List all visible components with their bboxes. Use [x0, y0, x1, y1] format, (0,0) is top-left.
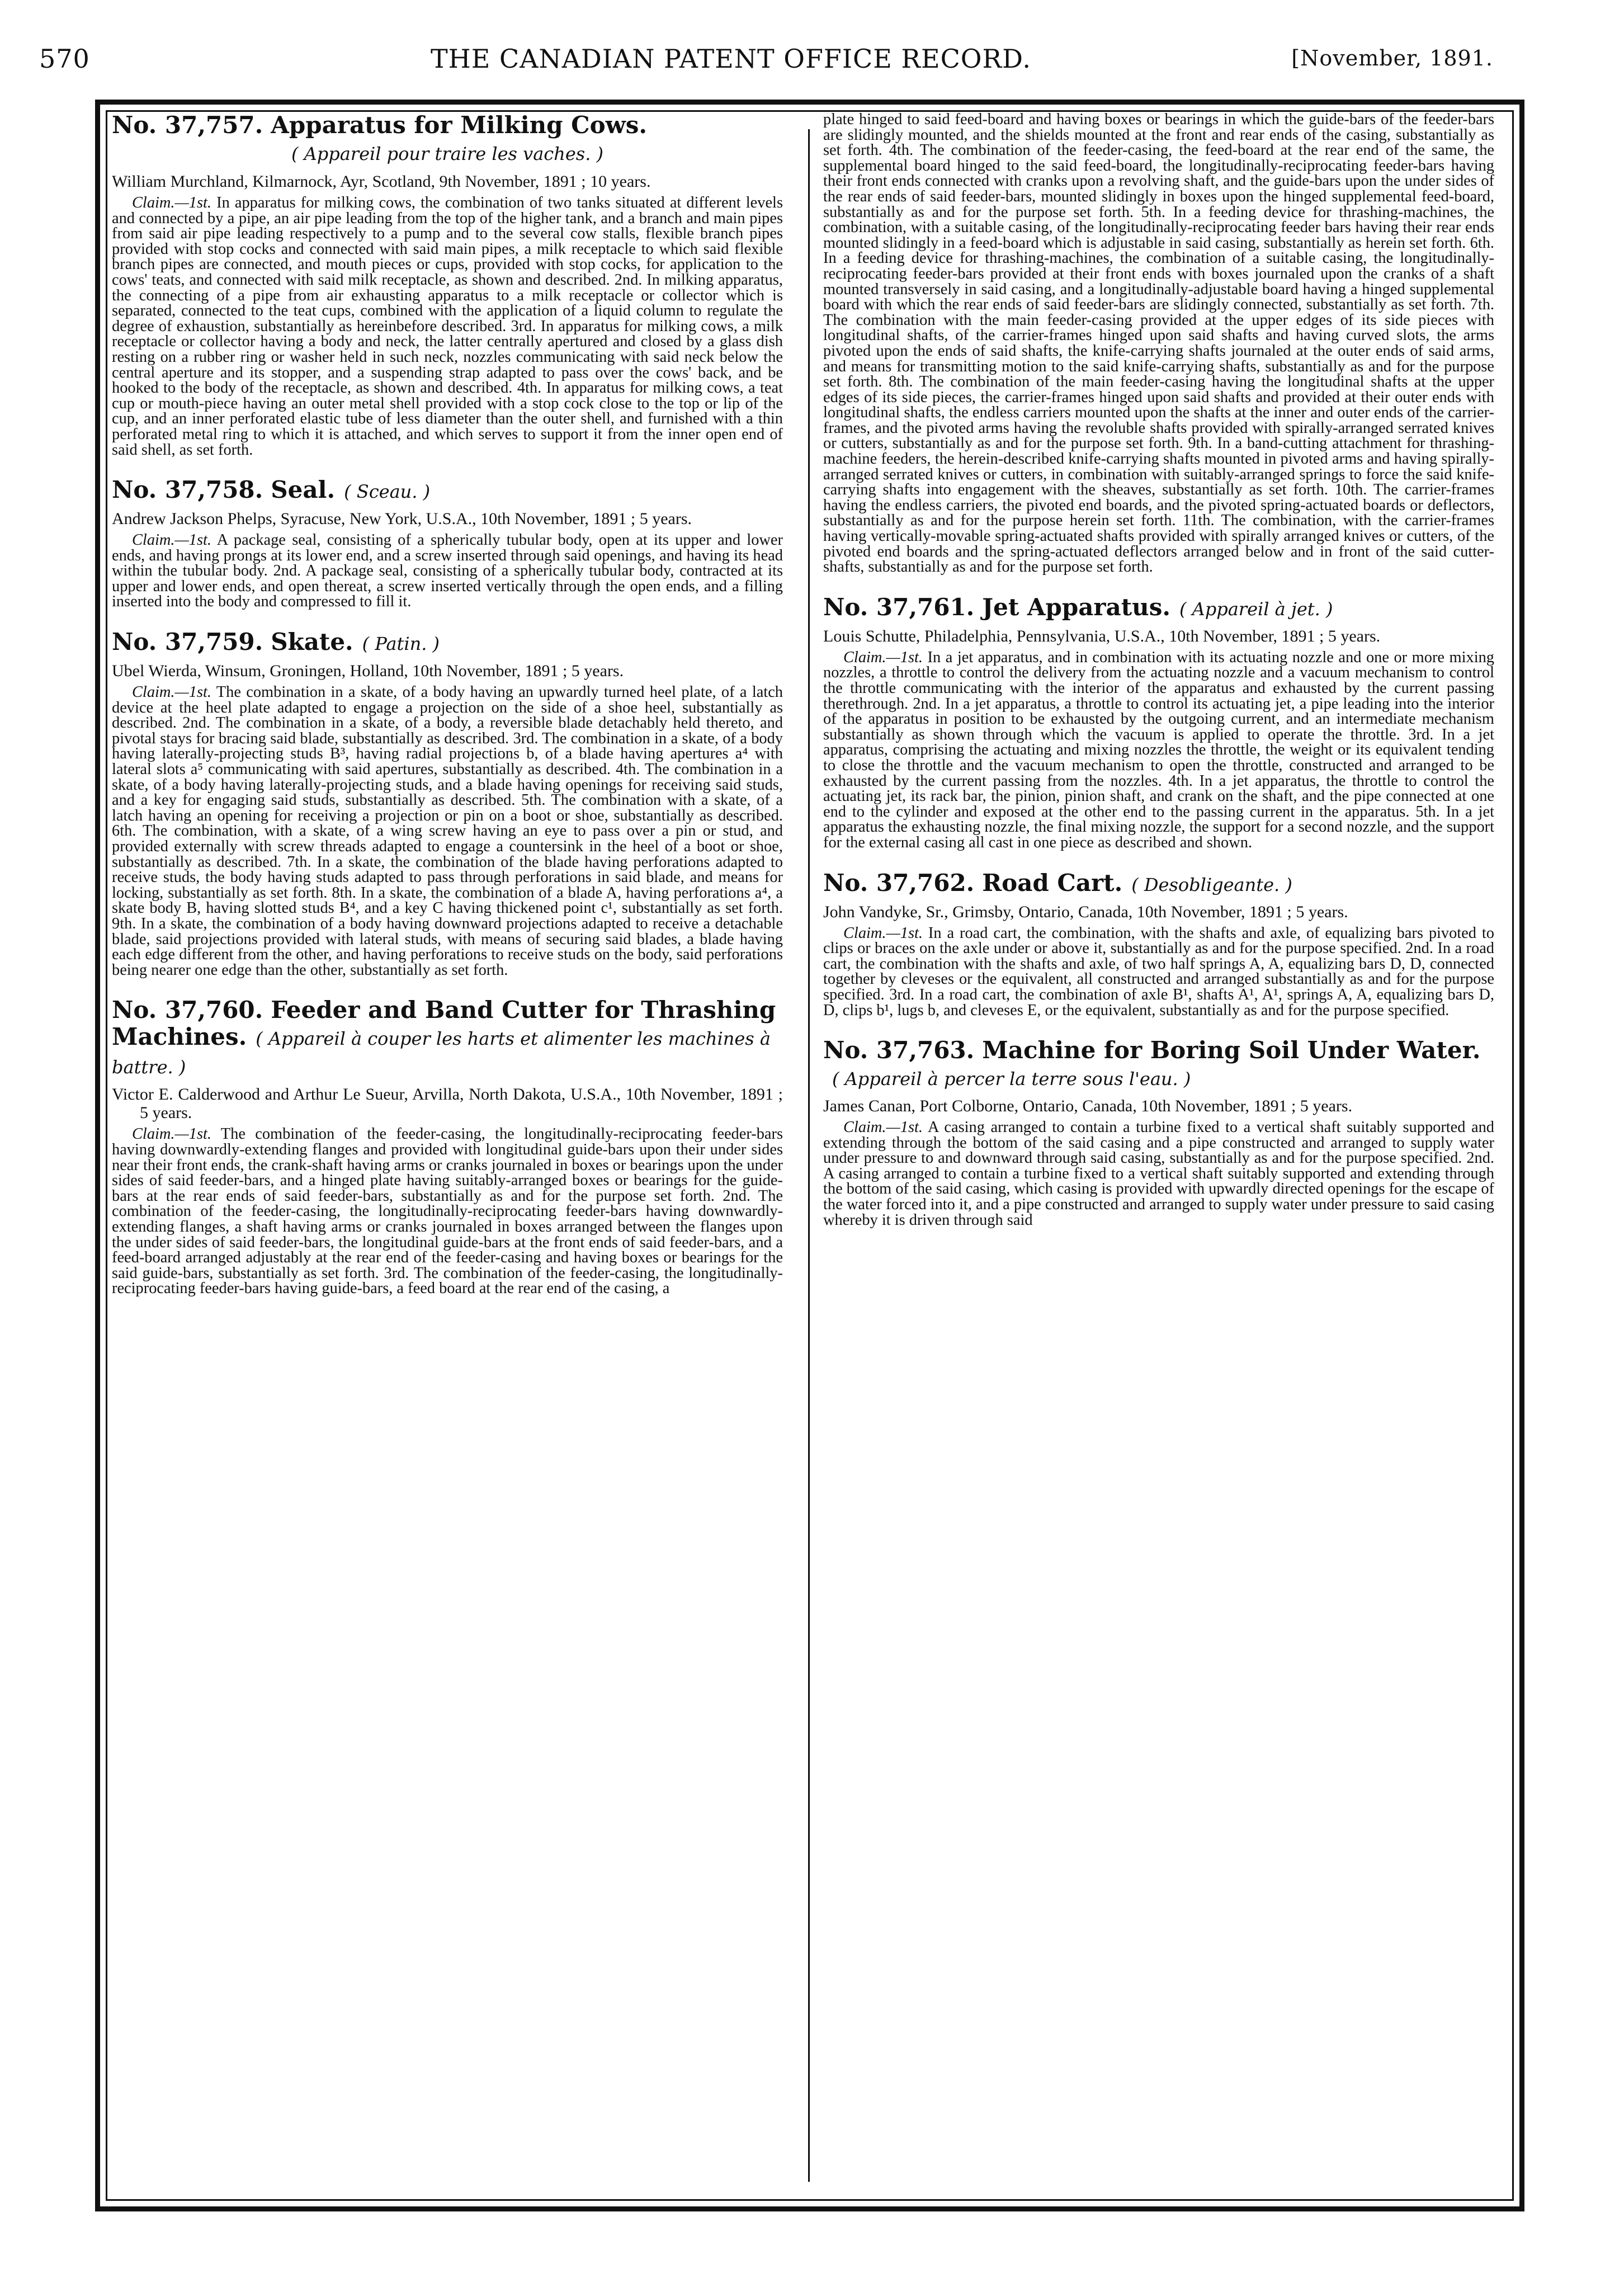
patent-title: Jet Apparatus.	[982, 593, 1170, 621]
patent-inventor: Ubel Wierda, Winsum, Groningen, Holland, 10th November, 1891 ; 5 years.	[112, 662, 624, 681]
issue-date: [November, 1891.	[1291, 46, 1493, 70]
patent-title: Apparatus for Milking Cows.	[271, 112, 648, 139]
claims-text: In a road cart, the combination, with the shafts and axle, of equalizing bars pivoted to clips or braces on the axle under or above it, substantially as and for the purpose specified. 2nd. In a road cart, the combination with the shafts and axle, of two half springs A, A, equalizing bars D, D, connected together by cleveses or the equivalent, all constructed and arranged substantially as and for the purpose specified. 3rd. In a road cart, the combination of axle B¹, shafts A¹, A¹, springs A, A, equalizing bars D, D, clips b¹, lugs b, and cleveses E, or the equivalent, substantially as and for the purpose specified.	[823, 924, 1494, 1019]
patent-claims	[112, 1126, 783, 1296]
patent-french-title: ( Appareil à couper les harts et alimenter les machines à battre. )	[112, 1028, 771, 1078]
patent-inventor: Louis Schutte, Philadelphia, Pennsylvania, U.S.A., 10th November, 1891 ; 5 years.	[823, 626, 1381, 645]
patent-title: Road Cart.	[982, 869, 1123, 897]
patent-claims	[823, 1120, 1494, 1228]
claims-text: The combination in a skate, of a body having an upwardly turned heel plate, of a latch device at the heel plate adapted to engage a projection on the side of a shoe heel, substantially as described. 2nd. The combination in a skate, of a body, a reversible blade detachably held thereto, and pivotal stays for bracing said blade, substantially as described. 3rd. The combination in a skate, of a body having laterally-projecting studs B³, having radial projections b, of a blade having apertures a⁴ with lateral slots a⁵ communicating with said apertures, substantially as described. 4th. The combination in a skate, of a body having laterally-projecting studs, and a blade having openings for receiving said studs, and a key for engaging said studs, substantially as described. 5th. The combination with a skate, of a latch having an opening for receiving a projection or pin on a boot or shoe, substantially as described. 6th. The combination, with a skate, of a wing screw having an eye to pass over a pin or stud, and provided externally with screw threads adapted to engage a countersink in the heel of a boot or shoe, substantially as described. 7th. In a skate, the combination of the blade having perforations adapted to receive studs, the body having studs adapted to pass through perforations in said blade, and means for locking, substantially as set forth. 8th. In a skate, the combination of a blade A, having perforations a⁴, a skate body B, having slotted studs B⁴, and a key C having thickened point c¹, substantially as set forth. 9th. In a skate, the combination of a body having downward projections adapted to receive a detachable blade, said projections provided with lateral studs, with means of securing said blades, a blade having each edge different from the other, and having perforations to receive studs on the body, said perforations being nearer one edge than the other, substantially as set forth.	[112, 683, 783, 979]
patent-heading	[823, 594, 1494, 622]
patent-inventor: James Canan, Port Colborne, Ontario, Canada, 10th November, 1891 ; 5 years.	[823, 1097, 1353, 1116]
journal-title: THE CANADIAN PATENT OFFICE RECORD.	[431, 44, 1032, 74]
claims-text: In a jet apparatus, and in combination with its actuating nozzle and one or more mixing nozzles, a throttle to control the delivery from the actuating nozzle and a vacuum mechanism to control the throttle communicating with the interior of the apparatus and exhausted by the current passing therethrough. 2nd. In a jet apparatus, a throttle to control its actuating jet, a pipe leading into the interior of the apparatus in position to be exhausted by the outgoing current, and an intermediate mechanism substantially as shown through which the vacuum is applied to operate the throttle. 3rd. In a jet apparatus, comprising the actuating and mixing nozzles the throttle, the weight or its equivalent tending to close the throttle and the vacuum mechanism to open the throttle, constructed and arranged to be exhausted by the current passing from the nozzles. 4th. In a jet apparatus, the throttle to control the actuating jet, its rack bar, the pinion, pinion shaft, and crank on the shaft, and the pipe connected at one end to the cylinder and exposed at the other end to the passing current in the apparatus. 5th. In a jet apparatus the exhausting nozzle, the final mixing nozzle, the support for a second nozzle, and the support for the external casing all cast in one piece as described and shown.	[823, 648, 1494, 851]
patent-entry	[112, 997, 783, 1296]
patent-entry	[823, 1037, 1494, 1228]
patent-inventor: William Murchland, Kilmarnock, Ayr, Scotland, 9th November, 1891 ; 10 years.	[112, 172, 651, 191]
patent-claims	[112, 532, 783, 610]
patent-french-title: ( Patin. )	[362, 633, 440, 655]
right-column	[823, 112, 1494, 2181]
patent-heading	[823, 870, 1494, 898]
page-number: 570	[39, 44, 90, 74]
column-divider	[808, 129, 810, 2182]
claim-label: Claim.—1st.	[843, 1119, 923, 1136]
claim-label: Claim.—1st.	[132, 194, 211, 211]
patent-heading	[112, 477, 783, 505]
patent-heading	[112, 112, 783, 139]
claims-text: In apparatus for milking cows, the combination of two tanks situated at different levels and connected by a pipe, an air pipe leading from the top of the higher tank, and a branch and main pipes from said air pipe leading respectively to a pump and to the several cow stalls, flexible branch pipes provided with stop cocks and connected with said main pipes, a milk receptacle to which said flexible branch pipes are connected, and mouth pieces or cups, provided with stop cocks, for application to the cows' teats, and connected with said milk receptacle, as shown and described. 2nd. In milking apparatus, the connecting of a pipe from air exhausting apparatus to a milk receptacle or collector which is separated, connected to the teat cups, combined with the application of a liquid column to regulate the degree of exhaustion, substantially as hereinbefore described. 3rd. In apparatus for milking cows, a milk receptacle or collector having a body and neck, the latter centrally apertured and closed by a glass dish resting on a rubber ring or washer held in such neck, nozzles communicating with said neck below the central aperture and its stopper, and a suspending strap adapted to pass over the cows' back, and be hooked to the body of the receptacle, as shown and described. 4th. In apparatus for milking cows, a teat cup or mouth-piece having an outer metal shell provided with a stop cock close to the top or lip of the cup, and an inner perforated elastic tube of less diameter than the outer shell, and furnished with a thin perforated metal ring to which it is attached, and which serves to support it from the inner open end of said shell, as set forth.	[112, 194, 783, 459]
patent-claims-continued: plate hinged to said feed-board and having boxes or bearings in which the guide-bars of the feeder-bars are slidingly mounted, and the shields mounted at the front and rear ends of the casing, substantially as set forth. 4th. The combination of the feeder-casing, the feed-board at the rear end of the same, the supplemental board hinged to the said feed-board, the longitudinally-reciprocating feeder-bars having their front ends connected with cranks upon a revolving shaft, and the guide-bars upon the under sides of the rear ends of said feeder-bars, mounted slidingly in boxes upon the hinged supplemental feed-board, substantially as and for the purpose set forth. 5th. In a feeding device for thrashing-machines, the combination, with a suitable casing, of the longitudinally-reciprocating feeder bars having their rear ends mounted slidingly in a feed-board which is adjustable in said casing, substantially as herein set forth. 6th. In a feeding device for thrashing-machines, the combination of a suitable casing, the longitudinally-reciprocating feeder-bars provided at their front ends with boxes journaled upon the cranks of a shaft mounted transversely in said casing, and a longitudinally-adjustable board having a hinged supplemental board with which the rear ends of said feeder-bars are slidingly connected, substantially as set forth. 7th. The combination with the main feeder-casing provided at the upper edges of its side pieces with longitudinal shafts, of the carrier-frames hinged upon said shafts and having curved slots, the arms pivoted upon the ends of said shafts, the knife-carrying shafts journaled at the outer ends of said arms, and means for transmitting motion to the said knife-carrying shafts, substantially as and for the purpose set forth. 8th. The combination of the main feeder-casing having the longitudinal shafts at the upper edges of its side pieces, the carrier-frames hinged upon said shafts and provided at their outer ends with longitudinal shafts, the endless carriers mounted upon the shafts at the inner and outer ends of the carrier-frames, and the pivoted arms having the revoluble shafts provided with spirally-arranged serrated knives or cutters, substantially as and for the purpose set forth. 9th. In a band-cutting attachment for thrashing-machine feeders, the herein-described knife-carrying shafts mounted in pivoted arms and having spirally-arranged serrated knives or cutters, in combination with suitably-arranged springs to force the said knife-carrying shafts into engagement with the sheaves, substantially as set forth. 10th. The carrier-frames having the endless carriers, the pivoted end boards, and the pivoted spring-actuated boards or deflectors, substantially as and for the purpose herein set forth. 11th. The combination, with the carrier-frames having vertically-movable spring-actuated shafts provided with spirally arranged knives or cutters, of the pivoted end boards and the spring-actuated deflectors arranged below and in front of the said cutter-shafts, substantially as and for the purpose set forth.	[823, 112, 1494, 576]
patent-number: No. 37,762.	[823, 869, 975, 897]
patent-inventor: John Vandyke, Sr., Grimsby, Ontario, Canada, 10th November, 1891 ; 5 years.	[823, 902, 1348, 921]
claim-label: Claim.—1st.	[132, 1125, 211, 1143]
running-head	[39, 44, 1493, 83]
patent-title: Seal.	[271, 476, 336, 504]
patent-french-title: ( Appareil pour traire les vaches. )	[291, 143, 604, 164]
patent-heading	[112, 629, 783, 657]
patent-entry	[112, 112, 783, 458]
patent-french-title: ( Appareil à percer la terre sous l'eau. )	[832, 1068, 1191, 1090]
claims-text: The combination of the feeder-casing, the longitudinally-reciprocating feeder-bars having downwardly-extending flanges and provided with longitudinal guide-bars upon their under sides near their front ends, the crank-shaft having arms or cranks journaled in boxes or bearings upon the under sides of said feeder-bars, and a hinged plate having suitably-arranged boxes or bearings for the guide-bars at the rear ends of said feeder-bars, substantially as and for the purpose set forth. 2nd. The combination of the feeder-casing, the longitudinally-reciprocating feeder-bars having downwardly-extending flanges, a shaft having arms or cranks journaled in boxes arranged between the flanges upon the under sides of said feeder-bars, the longitudinal guide-bars at the front ends of said feeder-bars, and a feed-board arranged adjustably at the rear end of the feeder-casing and having boxes or bearings for the said guide-bars, substantially as set forth. 3rd. The combination of the feeder-casing, the longitudinally-reciprocating feeder-bars having guide-bars, a feed board at the rear end of the casing, a	[112, 1125, 783, 1298]
patent-heading	[823, 1037, 1494, 1092]
patent-french-title: ( Appareil à jet. )	[1179, 598, 1333, 620]
patent-entry	[823, 594, 1494, 851]
left-column	[112, 112, 783, 2181]
patent-claims	[823, 926, 1494, 1018]
patent-entry	[112, 629, 783, 978]
patent-title: Machine for Boring Soil Under Water.	[982, 1036, 1481, 1064]
patent-claims	[112, 685, 783, 978]
claims-text: A casing arranged to contain a turbine fixed to a vertical shaft suitably supported and extending through the bottom of the said casing and a pipe constructed and arranged to supply water under pressure to and downward through said casing, substantially as and for the purpose specified. 2nd. A casing arranged to contain a turbine fixed to a vertical shaft suitably supported and extending through the bottom of the said casing, which casing is provided with upwardly directed openings for the escape of the water forced into it, and a pipe constructed and arranged to supply water under pressure to said casing whereby it is driven through said	[823, 1119, 1494, 1229]
patent-inventor: Andrew Jackson Phelps, Syracuse, New York, U.S.A., 10th November, 1891 ; 5 years.	[112, 510, 692, 529]
patent-claims	[112, 195, 783, 458]
patent-number: No. 37,761.	[823, 593, 975, 621]
patent-number: No. 37,763.	[823, 1036, 975, 1064]
patent-claims	[823, 650, 1494, 851]
patent-entry	[112, 477, 783, 610]
claims-text: A package seal, consisting of a spherically tubular body, open at its upper and lower ends, and having prongs at its lower end, and a screw inserted through said openings, and having its head within the tubular body. 2nd. A package seal, consisting of a spherically tubular body, contracted at its upper and lower ends, and open thereat, a screw inserted vertically through the open ends, and a filling inserted into the body and compressed to fill it.	[112, 531, 783, 611]
claim-label: Claim.—1st.	[132, 683, 211, 701]
patent-entry-continued	[823, 112, 1494, 575]
patent-entry	[823, 870, 1494, 1018]
claim-label: Claim.—1st.	[843, 648, 923, 666]
patent-number: No. 37,759.	[112, 628, 263, 656]
patent-inventor: Victor E. Calderwood and Arthur Le Sueur, Arvilla, North Dakota, U.S.A., 10th November, 1891 ; 5 years.	[112, 1085, 783, 1123]
patent-number: No. 37,758.	[112, 476, 263, 504]
patent-number: No. 37,757.	[112, 112, 263, 139]
claim-label: Claim.—1st.	[843, 924, 923, 942]
patent-french-title: ( Desobligeante. )	[1131, 874, 1292, 895]
patent-french-title: ( Sceau. )	[344, 481, 431, 503]
claim-label: Claim.—1st.	[132, 531, 211, 549]
patent-heading	[112, 997, 783, 1081]
patent-title: Feeder and Band Cutter for Thrashing Machines.	[112, 996, 776, 1051]
patent-number: No. 37,760.	[112, 996, 263, 1024]
patent-title: Skate.	[271, 628, 353, 656]
